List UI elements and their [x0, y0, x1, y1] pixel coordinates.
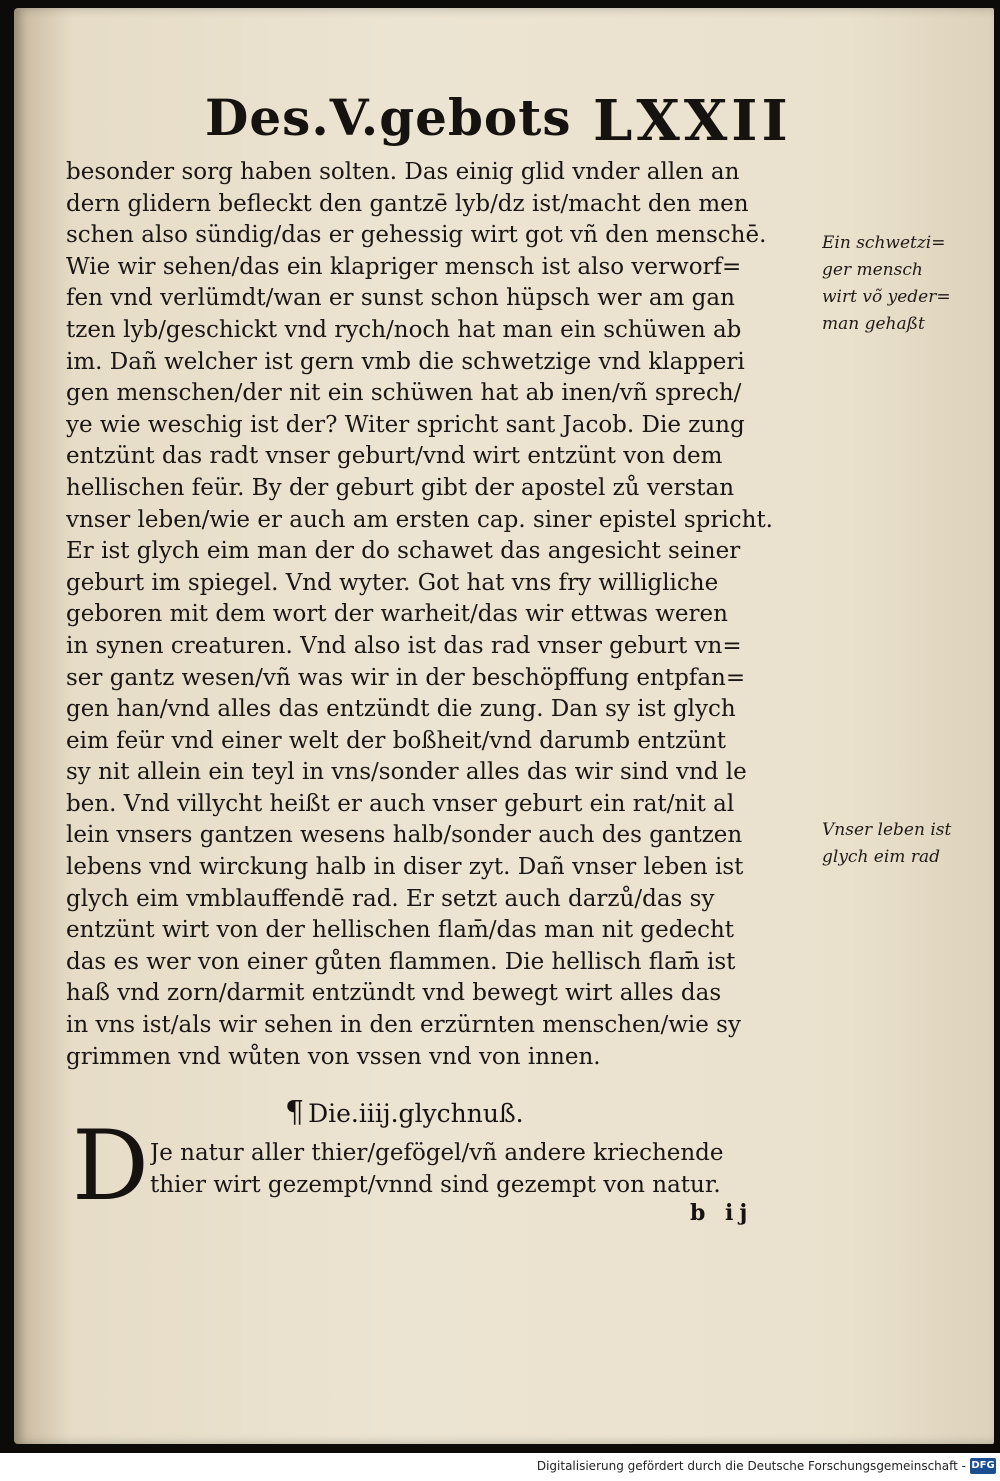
- chapter-line: Je natur aller thier/gefögel/vñ andere kriechende: [150, 1140, 724, 1166]
- text-line: geboren mit dem wort der warheit/das wir ettwas weren: [66, 601, 728, 628]
- text-line: besonder sorg haben solten. Das einig glid vnder allen an: [66, 159, 740, 185]
- text-line: fen vnd verlümdt/wan er sunst schon hüpsch wer am gan: [66, 285, 735, 312]
- section-heading: [285, 1095, 524, 1130]
- text-line: das es wer von einer gůten flammen. Die hellisch flam̄ ist: [66, 948, 736, 975]
- running-title: Des.V.gebots: [205, 88, 572, 147]
- marginal-gloss-2: [822, 817, 972, 871]
- drop-initial: D: [72, 1110, 149, 1222]
- text-line: entzünt das radt vnser geburt/vnd wirt entzünt von dem: [66, 443, 723, 470]
- text-line: ben. Vnd villycht heißt er auch vnser geburt ein rat/nit al: [66, 790, 735, 817]
- gloss-line: wirt võ yeder=: [822, 287, 951, 307]
- text-line: sy nit allein ein teyl in vns/sonder alles das wir sind vnd le: [66, 759, 747, 786]
- text-line: Wie wir sehen/das ein klapriger mensch ist also verworf=: [66, 253, 742, 280]
- signature-mark: b ij: [690, 1200, 754, 1226]
- text-line: tzen lyb/geschickt vnd rych/noch hat man ein schüwen ab: [66, 316, 742, 343]
- text-line: lebens vnd wirckung halb in diser zyt. Dañ vnser leben ist: [66, 854, 744, 881]
- gloss-line: glych eim rad: [822, 847, 940, 867]
- gloss-line: man gehaßt: [822, 314, 925, 334]
- chapter-line: thier wirt gezempt/vnnd sind gezempt von natur.: [150, 1171, 721, 1198]
- footer-bar: [0, 1453, 1000, 1481]
- dfg-logo-icon: DFG: [970, 1458, 996, 1474]
- text-line: haß vnd zorn/darmit entzündt vnd bewegt wirt alles das: [66, 980, 722, 1007]
- text-line: gen menschen/der nit ein schüwen hat ab inen/vñ sprech/: [66, 380, 742, 407]
- text-line: grimmen vnd wůten von vssen vnd von innen.: [66, 1043, 601, 1070]
- text-line: glych eim vmblauffendē rad. Er setzt auch darzů/das sy: [66, 885, 715, 912]
- text-line: Er ist glych eim man der do schawet das angesicht seiner: [66, 538, 741, 565]
- text-line: im. Dañ welcher ist gern vmb die schwetzige vnd klapperi: [66, 348, 745, 375]
- text-line: in synen creaturen. Vnd also ist das rad vnser geburt vn=: [66, 632, 742, 659]
- pilcrow-icon: ¶: [285, 1095, 305, 1130]
- marginal-gloss-1: [822, 230, 972, 338]
- text-line: ye wie weschig ist der? Witer spricht sant Jacob. Die zung: [66, 411, 745, 438]
- text-line: dern glidern befleckt den gantzē lyb/dz ist/macht den men: [66, 190, 749, 217]
- chapter-text-block: [150, 1137, 820, 1200]
- text-line: geburt im spiegel. Vnd wyter. Got hat vns fry willigliche: [66, 569, 719, 596]
- funding-credit: Digitalisierung gefördert durch die Deutsche Forschungsgemeinschaft -: [536, 1459, 966, 1473]
- gloss-line: ger mensch: [822, 260, 923, 280]
- section-heading-text: Die.iiij.glychnuß.: [308, 1099, 524, 1128]
- folio-number: LXXII: [593, 88, 792, 154]
- text-line: ser gantz wesen/vñ was wir in der beschöpffung entpfan=: [66, 664, 746, 691]
- main-text-block: [66, 157, 816, 1073]
- text-line: entzünt wirt von der hellischen flam̄/das man nit gedecht: [66, 917, 735, 944]
- gloss-line: Ein schwetzi=: [822, 233, 946, 253]
- text-line: hellischen feür. By der geburt gibt der apostel zů verstan: [66, 474, 735, 501]
- text-line: in vns ist/als wir sehen in den erzürnten menschen/wie sy: [66, 1012, 741, 1039]
- text-line: eim feür vnd einer welt der boßheit/vnd darumb entzünt: [66, 727, 727, 754]
- gloss-line: Vnser leben ist: [822, 820, 952, 840]
- text-line: lein vnsers gantzen wesens halb/sonder auch des gantzen: [66, 822, 743, 849]
- text-line: gen han/vnd alles das entzündt die zung. Dan sy ist glych: [66, 696, 736, 723]
- text-line: schen also sündig/das er gehessig wirt got vñ den menschē.: [66, 222, 767, 249]
- page-header: [205, 88, 825, 168]
- text-line: vnser leben/wie er auch am ersten cap. siner epistel spricht.: [66, 506, 773, 533]
